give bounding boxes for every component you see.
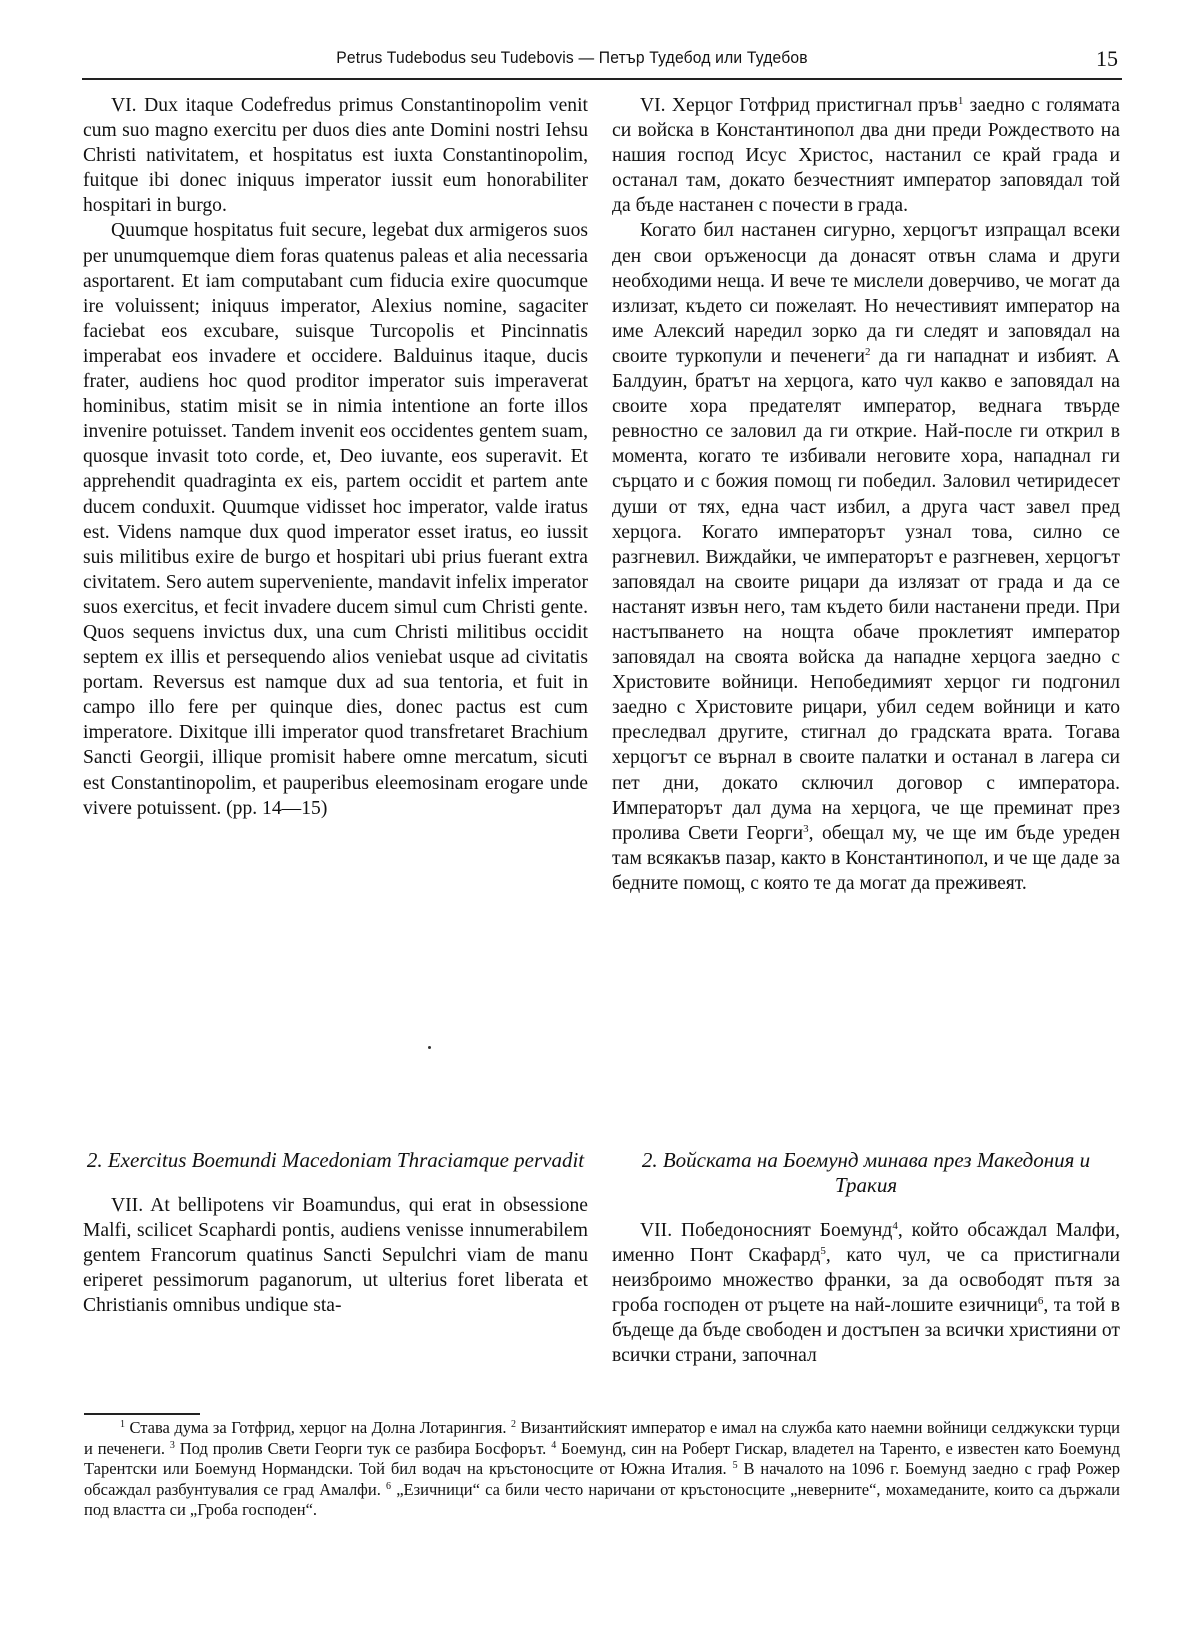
- text-run: , та той в бъдеще да бъде свободен и достъпен за всички християни от всички страни, започнал: [612, 1295, 1120, 1367]
- print-speck: [428, 1046, 431, 1049]
- text-run: VII. Победоносният Боемунд: [640, 1220, 893, 1241]
- running-title: Petrus Tudebodus seu Tudebovis — Петър Тудебод или Тудебов: [336, 48, 808, 67]
- footnote-text: В началото на 1096 г. Боемунд заедно с граф Рожер обсаждал разбунтувалия се град Амалфи.: [84, 1459, 1120, 1499]
- text-run: , като чул, че са пристигнали неизброимо множество франки, за да освободят пътя за гроба господен от ръцете на най-лошите езичници: [612, 1245, 1120, 1317]
- footnote-text: Боемунд, син на Роберт Гискар, владетел на Таренто, е известен като Боемунд Тарентски или Боемунд Нормандски. Той бил водач на кръстоносците от Южна Италия.: [84, 1438, 1120, 1479]
- page-number: 15: [1096, 46, 1118, 71]
- footnote-block: [84, 1418, 1120, 1521]
- text-run: да ги нападнат и избият. А Балдуин, братът на херцога, като чул какво е заповядал на своите хора предателят император, веднага твърде ревностно се заловил да ги открие. Най-после ги открил в момента, когато те избивали неговите хора, нападнал ги сърцато и с божия помощ ги победил. Заловил четиридесет души от тях, една част избил, а друга част завел пред херцога. Когато императорът узнал това, силно се разгневил. Виждайки, че императорът е разгневен, херцогът заповядал на своите рицари да излязат от града и да се настанят извън него, там където били настанени преди. При настъпването на нощта обаче проклетият император заповядал на своята войска да нападне херцога заедно с Христовите войници. Непобедимият херцог ги подгонил заедно с Христовите рицари, убил седем войници и като преследвал другите, стигнал до градската врата. Тогава херцогът се върнал в своите палатки и останал в лагера си пет дни, докато сключил договор с императора. Императорът дал дума на херцога, че ще преминат през пролива Свети Георги: [612, 345, 1120, 844]
- bulgarian-paragraph-vi-cont: [612, 218, 1120, 896]
- bulgarian-section-title: 2. Войската на Боемунд минава през Македония и Тракия: [641, 1148, 1091, 1197]
- latin-column-top: [83, 93, 588, 821]
- bulgarian-column-bottom: [612, 1148, 1120, 1369]
- footnote-rule: [84, 1413, 200, 1415]
- footnote-number: 1: [120, 1419, 125, 1430]
- header-rule: [82, 78, 1122, 80]
- footnote-number: 5: [732, 1460, 738, 1472]
- footnote-ref-4[interactable]: 4: [892, 1220, 898, 1232]
- footnote-text: „Езичници“ са били често наричани от кръстоносците „неверните“, мохамеданите, които са държали под властта си „Гроба господен“.: [84, 1479, 1121, 1520]
- footnote-ref-2[interactable]: 2: [865, 345, 871, 358]
- text-run: VI. Херцог Готфрид пристигнал пръв: [640, 95, 958, 116]
- bulgarian-paragraph-vi: [612, 93, 1120, 218]
- footnote-ref-1[interactable]: 1: [957, 95, 964, 107]
- running-header: [82, 46, 1122, 76]
- latin-paragraph-vi: VI. Dux itaque Codefredus primus Constantinopolim venit cum suo magno exercitu per duos dies ante Domini nostri Iehsu Christi nativitatem, et hospitatus est iuxta Constantinopolim, fuitque ibi donec iniquus imperator iussit eum honorabiliter hospitari in burgo.: [83, 95, 588, 217]
- footnote-ref-6[interactable]: 6: [1037, 1295, 1044, 1308]
- footnote-text: Става дума за Готфрид, херцог на Долна Лотарингия.: [125, 1418, 512, 1437]
- footnote-text: Византийският император е имал на служба като наемни войници селджукски турци и печенеги.: [84, 1418, 1120, 1458]
- footnote-ref-5[interactable]: 5: [820, 1245, 826, 1258]
- latin-paragraph-vi-cont: Quumque hospitatus fuit secure, legebat dux armigeros suos per unumquemque diem foras quatenus paleas et alia necessaria asportarent. Et iam computabant cum fiducia exire quocumque ire voluissent; iniquus imperator, Alexius nomine, sagaciter faciebat eos excubare, suisque Turcopolis et Pincinnatis imperabat eos invadere et occidere. Balduinus itaque, ducis frater, audiens hoc quod proditor imperator suis imperaverat hominibus, statim misit se in nimia intentione an forte illos invenire potuisset. Tandem invenit eos occidentes gentem suam, quosque invasit toto corde, et, Deo iuvante, eos superavit. Et apprehendit quadraginta ex eis, partem occidit et partem ante ducem conduxit. Quumque vidisset hoc imperator, valde iratus est. Videns namque dux quod imperator esset iratus, eo iussit suis militibus exire de burgo et hospitari ubi prius fuerant extra civitatem. Sero autem superveniente, mandavit infelix imperator suos exercitus, et fecit invadere ducem simul cum Christi gente. Quos sequens invictus dux, una cum Christi militibus occidit septem ex illis et persequendo alios veniebat usque ad civitatis portam. Reversus est namque dux ad sua tentoria, et fuit in campo illo fere per quinque dies, donec pactus est cum imperatore. Dixitque illi imperator quod transfretaret Brachium Sancti Georgii, illique promisit habere omne mercatum, sicuti est Constantinopolim, et pauperibus eleemosinam erogare unde vivere potuissent. (pp. 14—15): [83, 220, 588, 819]
- latin-section-title: 2. Exercitus Boemundi Macedoniam Thraciamque pervadit: [86, 1148, 585, 1172]
- footnote-ref-3[interactable]: 3: [803, 822, 809, 835]
- footnote-number: 2: [511, 1419, 517, 1430]
- footnotes: [84, 1418, 1120, 1521]
- footnote-number: 4: [551, 1439, 557, 1451]
- footnote-number: 6: [386, 1480, 392, 1492]
- text-run: , обещал му, че ще им бъде уреден там всякакъв пазар, както в Константинопол, и че ще даде за бедните помощ, с която те да могат да преживеят.: [612, 822, 1120, 894]
- footnote-text: Под пролив Свети Георги тук се разбира Босфорът.: [174, 1438, 552, 1458]
- text-run: Когато бил настанен сигурно, херцогът изпращал всеки ден свои оръженосци да донасят отвън слама и други необходими неща. И вече те мислели доверчиво, че могат да излизат, където си пожелаят. Но нечестивият император на име Алексий наредил зорко да ги следят и заповядал на своите туркопули и печенеги: [612, 220, 1120, 367]
- footnote-number: 3: [169, 1439, 175, 1451]
- latin-column-bottom: [83, 1148, 588, 1318]
- text-run: , който обсаждал Малфи, именно Понт Скафард: [612, 1220, 1121, 1267]
- bulgarian-paragraph-vii: [612, 1218, 1120, 1369]
- bulgarian-column-top: [612, 93, 1120, 896]
- latin-paragraph-vii: VII. At bellipotens vir Boamundus, qui erat in obsessione Malfi, scilicet Scaphardi pontis, audiens venisse innumerabilem gentem Francorum quatinus Sancti Sepulchri viam de manu eriperet pessimorum paganorum, ut ulterius foret liberata et Christianis omnibus undique sta-: [83, 1195, 588, 1317]
- text-run: заедно с голямата си войска в Константинопол два дни преди Рождеството на нашия господ Исус Христос, настанил се край града и останал там, докато безчестният император заповядал той да бъде настанен с почести в града.: [612, 95, 1120, 217]
